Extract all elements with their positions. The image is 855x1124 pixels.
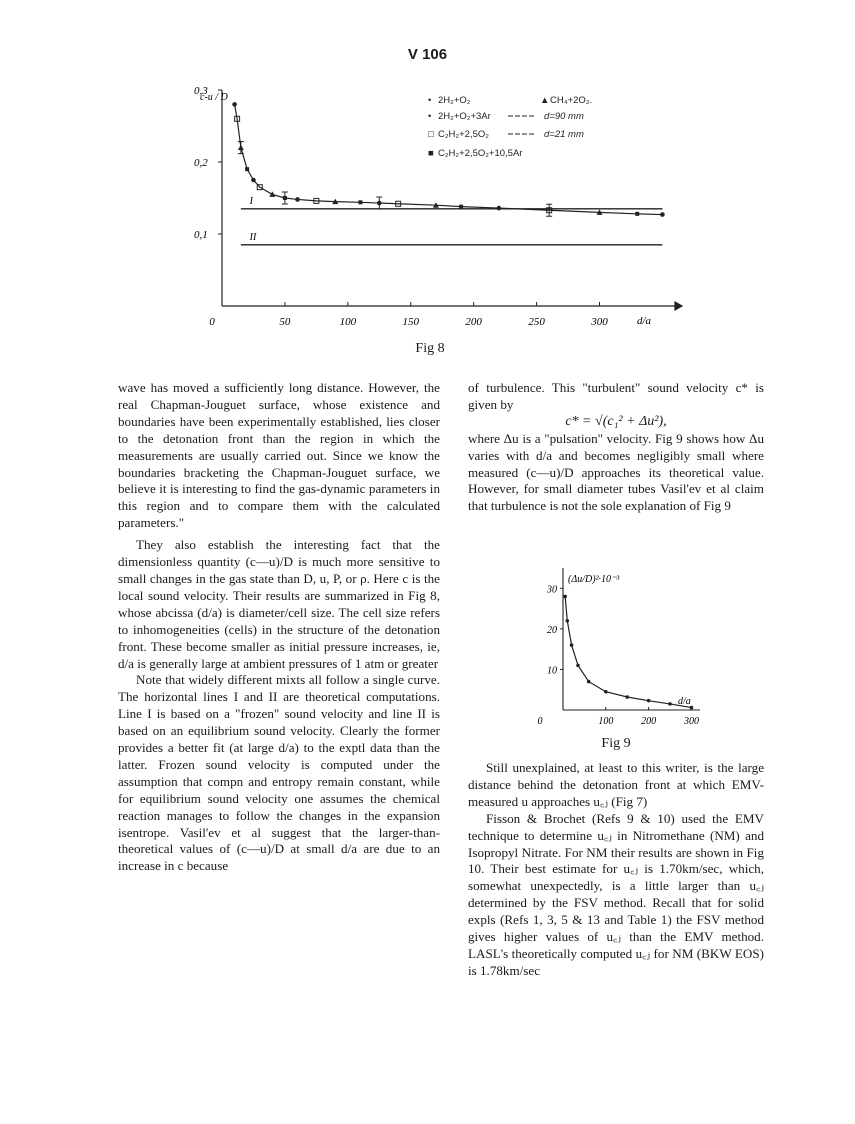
fig8-point-4 xyxy=(251,178,256,183)
fig8-legend-label-5: d=21 mm xyxy=(544,129,584,140)
fig9-point-4 xyxy=(587,680,591,684)
left-column xyxy=(118,380,440,875)
fig8-legend-symbol-4: □ xyxy=(428,129,434,140)
fig8-x-arrow xyxy=(675,302,682,310)
fig8-legend-label-3: d=90 mm xyxy=(544,111,584,122)
fig8-x-tick-label-2: 100 xyxy=(339,316,357,328)
fig8-x-tick-label-0: 0 xyxy=(209,316,215,328)
fig8-point-6 xyxy=(269,191,275,197)
fig8-legend-symbol-1: ▲ xyxy=(540,95,550,106)
fig9-xlabel: d/a xyxy=(678,696,691,707)
fig8-legend-label-0: 2H₂+O₂ xyxy=(438,95,471,106)
fig9-point-0 xyxy=(563,595,567,599)
fig8-xlabel: d/a xyxy=(637,315,652,327)
fig8-x-tick-label-4: 200 xyxy=(465,316,482,328)
fig8-legend-label-1: CH₄+2O₂. xyxy=(550,95,593,106)
right-column-bottom xyxy=(468,760,764,980)
fig9-y-tick-label-0: 10 xyxy=(547,665,557,677)
fig8-line-label-II: II xyxy=(249,231,257,243)
fig8-legend-label-2: 2H₂+O₂+3Ar xyxy=(438,111,491,122)
fig9-caption: Fig 9 xyxy=(601,736,631,751)
fig9-x-tick-label-3: 300 xyxy=(683,716,699,727)
fig8-x-tick-label-6: 300 xyxy=(591,316,608,328)
fig8-caption: Fig 8 xyxy=(415,341,445,356)
fig8-line-label-I: I xyxy=(249,195,254,207)
fig8-x-tick-label-1: 50 xyxy=(279,316,291,328)
fig9-point-6 xyxy=(625,695,629,699)
fig9-ylabel: (Δu/D)²·10⁻³ xyxy=(568,574,620,585)
fig8-y-tick-label-1: 0,2 xyxy=(194,157,208,169)
right-paragraph-1: of turbulence. This "turbulent" sound velocity c* is given by xyxy=(468,380,764,412)
fig8-legend-symbol-2: • xyxy=(428,111,432,122)
fig8-chart xyxy=(0,0,855,360)
fig8-ylabel: c-u / D xyxy=(200,92,228,103)
fig9-curve xyxy=(565,596,691,707)
fig8-legend-symbol-6: ■ xyxy=(428,148,434,159)
fig8-y-tick-label-2: 0,3 xyxy=(194,85,208,97)
fig8-point-8 xyxy=(295,197,300,202)
fig8-point-11 xyxy=(358,200,362,204)
left-paragraph-1: wave has moved a sufficiently long distance. However, the real Chapman-Jouguet surface, whose existence and boundaries have been experimentally established, lies closer to the detonation front than the region in which the measurements are usually carried out. Since we know the boundaries bracketing the Chapman-Jouguet surface, we believe it is interesting to find the gas-dynamic parameters in this region and to compare them with the calculated parameters." xyxy=(118,380,440,531)
fig8-x-tick-label-3: 150 xyxy=(402,316,419,328)
fig8-point-15 xyxy=(459,205,463,209)
right-paragraph-2: where Δu is a "pulsation" velocity. Fig 9 shows how Δu varies with d/a and becomes negligibly small where measured (c—u)/D approaches its theoretical value. However, for small diameter tubes Vasil'ev et al claim that turbulence is not the sole explanation of Fig 9 xyxy=(468,430,764,514)
fig8-point-20 xyxy=(660,212,665,217)
fig9-y-tick-label-2: 30 xyxy=(547,584,557,596)
fig8-point-3 xyxy=(245,167,249,171)
fig8-x-tick-label-5: 250 xyxy=(528,316,545,328)
left-paragraph-2: They also establish the interesting fact that the dimensionless quantity (c—u)/D is much more sensitive to small changes in the gas state than D, u, P, or ρ. Here c is the local sound velocity. Their results are summarized in Fig 8, whose abcissa (d/a) is diameter/cell size. The cell size refers to inhomogeneities (cells) in the structure of the detonation front. These become smaller as initial pressure increases, ie, d/a is generally large at ambient pressures of 1 atm or greater xyxy=(118,537,440,671)
fig9-x-tick-label-2: 200 xyxy=(641,716,657,727)
fig9-point-7 xyxy=(647,699,651,703)
fig9-x-tick-label-1: 100 xyxy=(598,716,614,727)
fig9-x-tick-label-0: 0 xyxy=(537,716,543,727)
fig8-point-19 xyxy=(635,212,639,216)
right-paragraph-3: Still unexplained, at least to this writer, is the large distance behind the detonation front at which EMV-measured u approaches u꜀ⱼ (Fig 7) xyxy=(468,760,764,809)
fig8-y-tick-label-0: 0,1 xyxy=(194,229,208,241)
right-paragraph-4: Fisson & Brochet (Refs 9 & 10) used the EMV technique to determine u꜀ⱼ in Nitromethane (NM) and Isopropyl Nitrate. For NM their results are shown in Fig 10. Their best estimate for u꜀ⱼ is 1.70km/sec, which, somewhat unexpectedly, is a little larger than u꜀ⱼ determined by the FSV method. Recall that for solid expls (Refs 1, 3, 5 & 13 and Table 1) the FSV method gives higher values of u꜀ⱼ than the EMV method. LASL's theoretically computed u꜀ⱼ for NM (BKW EOS) is 1.78km/sec xyxy=(468,810,764,978)
fig8-legend-symbol-0: • xyxy=(428,95,432,106)
left-paragraph-3: Note that widely different mixts all follow a single curve. The horizontal lines I and II are theoretical computations. Line I is based on a "frozen" sound velocity and line II is based on an equilibrium sound velocity. Clearly the former provides a better fit (at large d/a) to the exptl data than the latter. Frozen sound velocity is computed under the assumption that compn and entropy remain constant, while for equilibrium sound velocity one assumes the chemical reaction manages to follow the changes in the expansion isentrope. Vasil'ev et al suggest that the larger-than-theoretical values of (c—u)/D at small d/a are due to an increase in c because xyxy=(118,672,440,874)
fig9-point-5 xyxy=(604,690,608,694)
fig9-chart xyxy=(520,560,720,730)
fig9-y-tick-label-1: 20 xyxy=(547,624,557,636)
fig8-legend-label-4: C₂H₂+2,5O₂ xyxy=(438,129,489,140)
fig9-point-1 xyxy=(565,619,569,623)
fig9-point-8 xyxy=(668,702,672,706)
right-column-top xyxy=(468,380,764,515)
fig9-point-3 xyxy=(576,664,580,668)
fig8-point-0 xyxy=(232,102,237,107)
formula-c-star: c* = √(c₁² + Δu²), xyxy=(565,413,667,429)
fig8-legend-label-6: C₂H₂+2,5O₂+10,5Ar xyxy=(438,148,523,159)
page-number: V 106 xyxy=(407,46,448,63)
fig9-point-2 xyxy=(570,643,574,647)
fig8-point-16 xyxy=(497,206,502,211)
